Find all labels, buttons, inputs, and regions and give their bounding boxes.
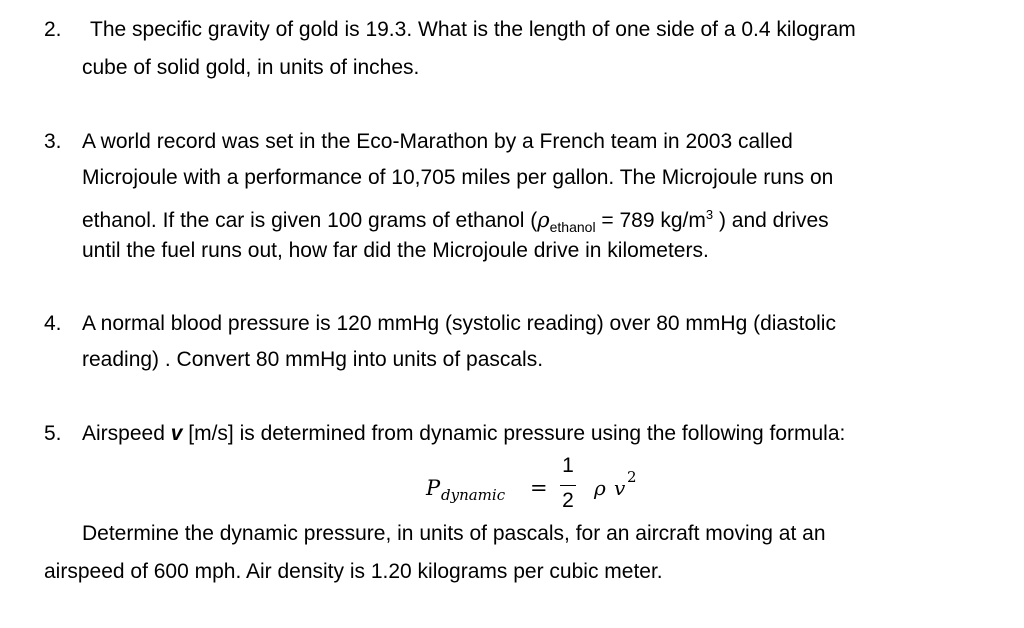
question-number: 2. (44, 18, 62, 41)
formula-rho: ρ (594, 476, 606, 500)
text-fragment: [m/s] is determined from dynamic pressure using the following formula: (182, 422, 846, 445)
question-text-line: Microjoule with a performance of 10,705 miles per gallon. The Microjoule runs on (82, 166, 834, 189)
velocity-symbol: v (170, 422, 183, 445)
fraction-numerator: 1 (562, 454, 574, 477)
rho-subscript: ethanol (549, 219, 596, 236)
question-text-line: A world record was set in the Eco-Marathon by a French team in 2003 called (82, 130, 793, 153)
question-number: 5. (44, 422, 62, 445)
question-text-line: airspeed of 600 mph. Air density is 1.20 kilograms per cubic meter. (44, 560, 663, 583)
rho-symbol: ρ (537, 208, 550, 232)
question-text-line (82, 203, 829, 239)
formula-p: P (426, 476, 441, 500)
fraction-denominator: 2 (562, 489, 574, 512)
question-number: 3. (44, 130, 62, 153)
fraction-bar (560, 485, 576, 486)
question-text-line: Determine the dynamic pressure, in units of pascals, for an aircraft moving at an (82, 522, 826, 545)
text-fragment: ethanol. If the car is given 100 grams of ethanol ( (82, 209, 538, 232)
text-fragment: ) and drives (713, 209, 829, 232)
formula-subscript: dynamic (441, 486, 506, 504)
question-text-line: A normal blood pressure is 120 mmHg (systolic reading) over 80 mmHg (diastolic (82, 312, 836, 335)
question-text-line: cube of solid gold, in units of inches. (82, 56, 420, 79)
dynamic-pressure-formula (0, 452, 1024, 522)
cube-superscript: 3 (705, 207, 714, 222)
text-fragment: = 789 kg/m (595, 209, 706, 232)
formula-v: v (614, 476, 626, 500)
text-fragment: Airspeed (82, 422, 171, 445)
question-number: 4. (44, 312, 62, 335)
question-text-line: until the fuel runs out, how far did the Microjoule drive in kilometers. (82, 239, 709, 262)
formula-equals: = (530, 476, 548, 500)
question-text-line: The specific gravity of gold is 19.3. What is the length of one side of a 0.4 kilogram (90, 18, 856, 41)
question-text-line: reading) . Convert 80 mmHg into units of pascals. (82, 348, 544, 371)
formula-exponent: 2 (627, 468, 637, 486)
question-text-line (82, 422, 845, 446)
